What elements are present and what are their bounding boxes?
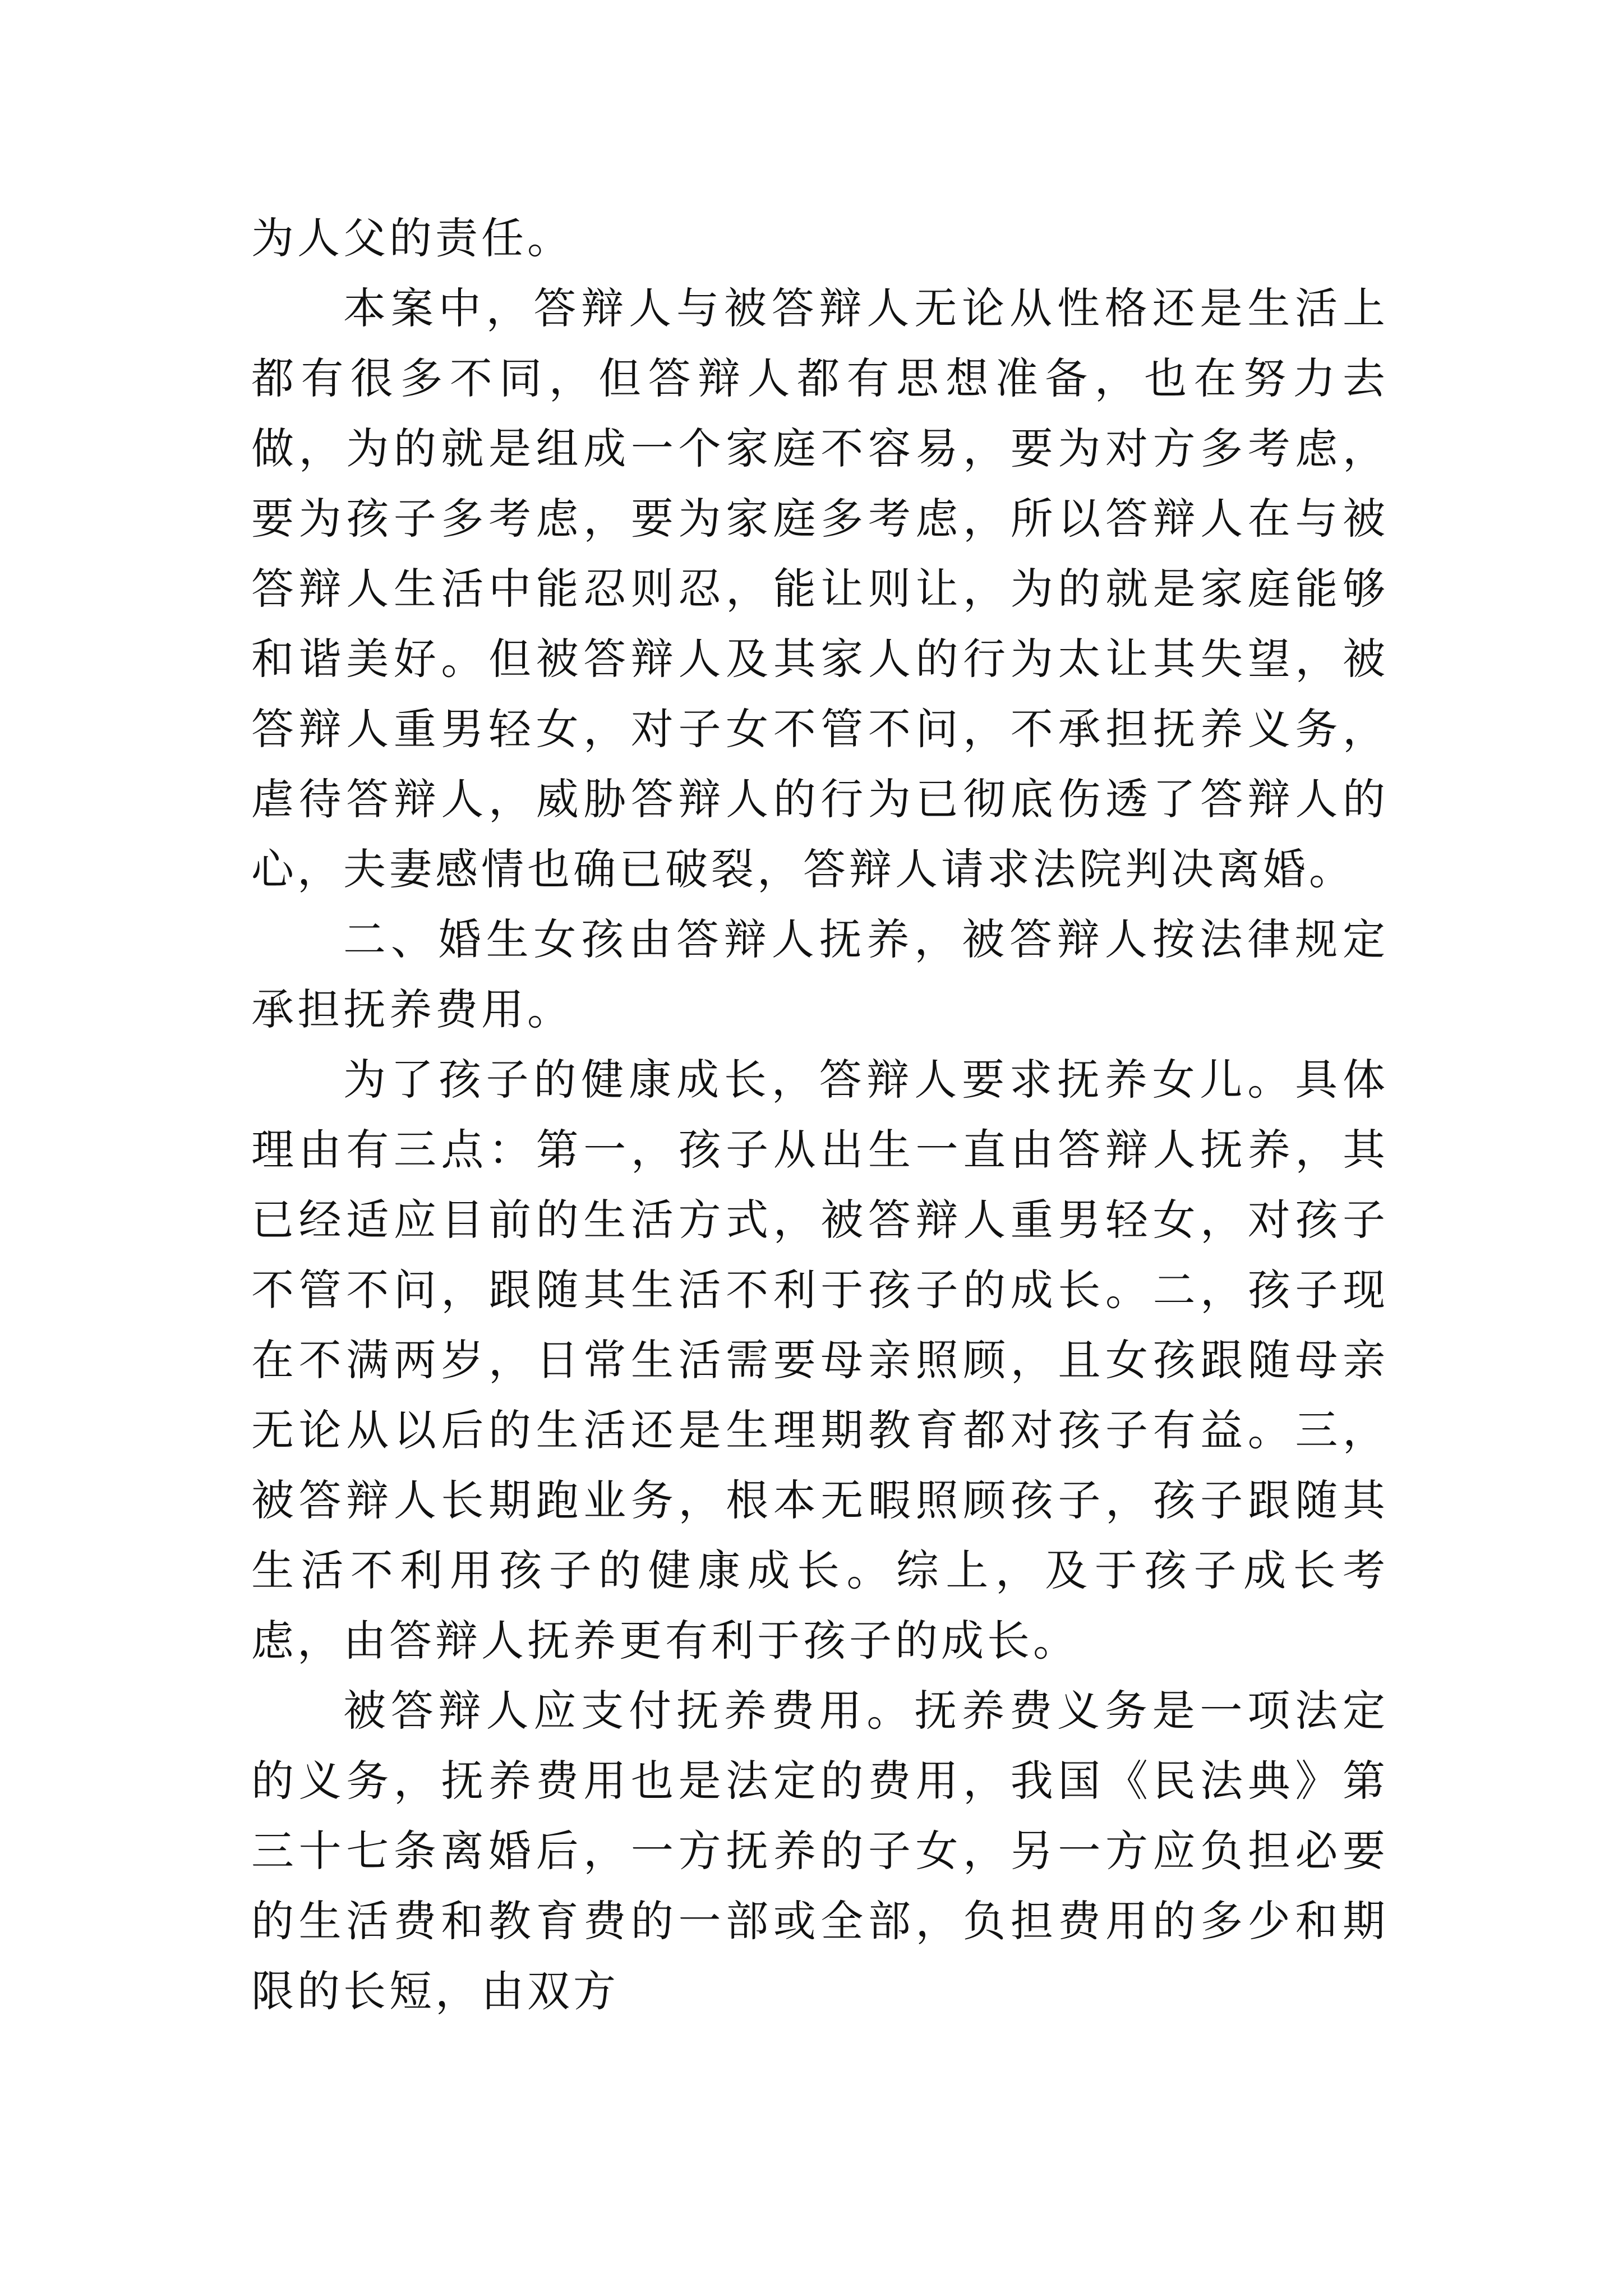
paragraph-3: 二、婚生女孩由答辩人抚养，被答辩人按法律规定承担抚养费用。 <box>251 914 1389 1034</box>
paragraph-5: 被答辩人应支付抚养费用。抚养费义务是一项法定的义务，抚养费用也是法定的费用，我国《民法典》第三十七条离婚后，一方抚养的子女，另一方应负担必要的生活费和教育费的一部或全部，负担费用的多少和期限的长短，由双方 <box>251 1686 1389 2016</box>
paragraph-2: 本案中，答辩人与被答辩人无论从性格还是生活上都有很多不同，但答辩人都有思想准备，也在努力去做，为的就是组成一个家庭不容易，要为对方多考虑，要为孩子多考虑，要为家庭多考虑，所以答辩人在与被答辩人生活中能忍则忍，能让则让，为的就是家庭能够和谐美好。但被答辩人及其家人的行为太让其失望，被答辩人重男轻女，对子女不管不问，不承担抚养义务，虐待答辩人，威胁答辩人的行为已彻底伤透了答辩人的心，夫妻感情也确已破裂，答辩人请求法院判决离婚。 <box>251 283 1389 894</box>
document-body <box>251 203 1389 2026</box>
paragraph-4: 为了孩子的健康成长，答辩人要求抚养女儿。具体理由有三点：第一，孩子从出生一直由答辩人抚养，其已经适应目前的生活方式，被答辩人重男轻女，对孩子不管不问，跟随其生活不利于孩子的成长。二，孩子现在不满两岁，日常生活需要母亲照顾，且女孩跟随母亲无论从以后的生活还是生理期教育都对孩子有益。三，被答辩人长期跑业务，根本无暇照顾孩子，孩子跟随其生活不利用孩子的健康成长。综上，及于孩子成长考虑，由答辩人抚养更有利于孩子的成长。 <box>251 1055 1389 1665</box>
paragraph-1: 为人父的责任。 <box>251 213 573 263</box>
